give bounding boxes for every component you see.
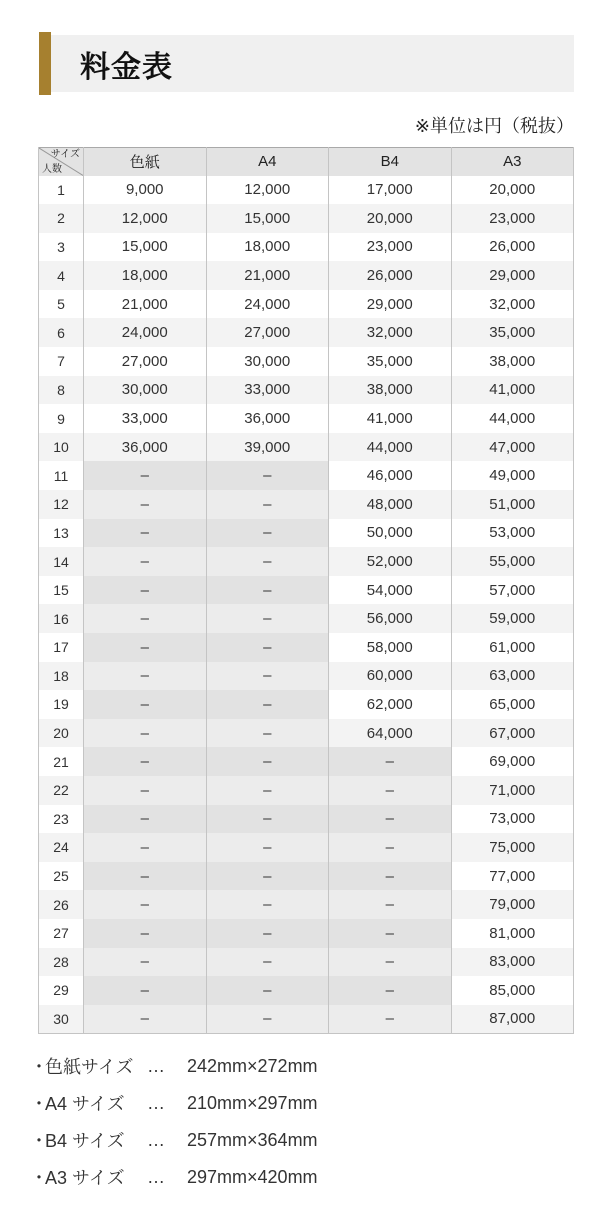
price-cell: 27,000 (84, 347, 207, 376)
price-cell: 64,000 (329, 719, 452, 748)
row-number-cell: 5 (39, 290, 84, 319)
price-cell: 15,000 (84, 233, 207, 262)
price-cell: 29,000 (329, 290, 452, 319)
price-cell: 18,000 (84, 261, 207, 290)
price-cell: 21,000 (84, 290, 207, 319)
table-row (39, 176, 574, 205)
price-cell: – (84, 547, 207, 576)
price-cell: – (206, 519, 329, 548)
price-cell: – (206, 576, 329, 605)
price-cell: 55,000 (451, 547, 574, 576)
row-number-cell: 9 (39, 404, 84, 433)
size-note-item (30, 1122, 613, 1159)
price-cell: 29,000 (451, 261, 574, 290)
price-cell: – (329, 948, 452, 977)
price-cell: 51,000 (451, 490, 574, 519)
price-cell: 9,000 (84, 176, 207, 205)
price-cell: 35,000 (329, 347, 452, 376)
row-number-cell: 23 (39, 805, 84, 834)
price-cell: 65,000 (451, 690, 574, 719)
corner-people-label: 人数 (42, 163, 62, 175)
price-cell: – (206, 805, 329, 834)
price-cell: 73,000 (451, 805, 574, 834)
price-cell: – (206, 890, 329, 919)
row-number-cell: 16 (39, 604, 84, 633)
row-number-cell: 6 (39, 318, 84, 347)
row-number-cell: 17 (39, 633, 84, 662)
table-row (39, 347, 574, 376)
note-bullet: ・ (30, 1168, 48, 1189)
table-row (39, 404, 574, 433)
row-number-cell: 19 (39, 690, 84, 719)
note-label: 色紙サイズ (45, 1057, 134, 1078)
price-cell: 44,000 (451, 404, 574, 433)
column-header-b4: B4 (329, 148, 452, 176)
table-header-row (39, 148, 574, 176)
note-label: A3 サイズ (45, 1168, 125, 1189)
table-row (39, 204, 574, 233)
price-cell: 58,000 (329, 633, 452, 662)
row-number-cell: 1 (39, 176, 84, 205)
table-row (39, 433, 574, 462)
price-cell: 67,000 (451, 719, 574, 748)
price-cell: 57,000 (451, 576, 574, 605)
price-cell: – (329, 747, 452, 776)
table-row (39, 490, 574, 519)
row-number-cell: 28 (39, 948, 84, 977)
price-cell: 33,000 (84, 404, 207, 433)
table-row (39, 862, 574, 891)
price-cell: – (329, 976, 452, 1005)
table-row (39, 318, 574, 347)
price-cell: 87,000 (451, 1005, 574, 1034)
row-number-cell: 13 (39, 519, 84, 548)
price-cell: – (84, 948, 207, 977)
price-cell: – (206, 461, 329, 490)
price-cell: 17,000 (329, 176, 452, 205)
price-cell: – (329, 890, 452, 919)
price-cell: 12,000 (206, 176, 329, 205)
price-table (38, 147, 574, 1034)
price-cell: 56,000 (329, 604, 452, 633)
size-note-item (30, 1048, 613, 1085)
price-cell: – (329, 776, 452, 805)
price-cell: 32,000 (329, 318, 452, 347)
table-row (39, 604, 574, 633)
price-cell: 46,000 (329, 461, 452, 490)
price-cell: – (84, 662, 207, 691)
price-cell: – (206, 547, 329, 576)
row-number-cell: 12 (39, 490, 84, 519)
price-cell: 49,000 (451, 461, 574, 490)
price-cell: – (206, 776, 329, 805)
price-cell: 12,000 (84, 204, 207, 233)
size-notes (30, 1048, 613, 1196)
price-cell: – (206, 833, 329, 862)
table-row (39, 461, 574, 490)
price-cell: 54,000 (329, 576, 452, 605)
price-cell: 21,000 (206, 261, 329, 290)
price-cell: – (206, 976, 329, 1005)
pricing-page (0, 32, 613, 1196)
price-cell: – (329, 833, 452, 862)
table-row (39, 576, 574, 605)
price-cell: – (84, 805, 207, 834)
price-cell: – (206, 919, 329, 948)
row-number-cell: 7 (39, 347, 84, 376)
row-number-cell: 10 (39, 433, 84, 462)
price-table-body (39, 176, 574, 1034)
price-cell: 38,000 (451, 347, 574, 376)
table-row (39, 976, 574, 1005)
price-cell: – (206, 633, 329, 662)
row-number-cell: 24 (39, 833, 84, 862)
price-cell: 30,000 (206, 347, 329, 376)
note-bullet: ・ (30, 1094, 48, 1115)
price-cell: – (329, 919, 452, 948)
price-cell: – (206, 662, 329, 691)
price-cell: 79,000 (451, 890, 574, 919)
price-cell: – (84, 633, 207, 662)
price-cell: 77,000 (451, 862, 574, 891)
corner-size-label: サイズ (50, 149, 80, 160)
price-cell: 33,000 (206, 376, 329, 405)
table-row (39, 662, 574, 691)
row-number-cell: 29 (39, 976, 84, 1005)
price-cell: 20,000 (451, 176, 574, 205)
price-cell: 30,000 (84, 376, 207, 405)
price-cell: – (84, 833, 207, 862)
note-dimensions: 297mm×420mm (187, 1166, 318, 1187)
price-cell: 35,000 (451, 318, 574, 347)
price-cell: 59,000 (451, 604, 574, 633)
price-cell: 23,000 (451, 204, 574, 233)
table-row (39, 233, 574, 262)
price-cell: – (329, 862, 452, 891)
table-row (39, 776, 574, 805)
note-dimensions: 257mm×364mm (187, 1129, 318, 1150)
price-cell: – (206, 719, 329, 748)
price-cell: 36,000 (84, 433, 207, 462)
price-cell: 63,000 (451, 662, 574, 691)
title-accent-bar (39, 32, 51, 95)
row-number-cell: 20 (39, 719, 84, 748)
price-cell: 83,000 (451, 948, 574, 977)
price-cell: – (206, 490, 329, 519)
row-number-cell: 27 (39, 919, 84, 948)
table-row (39, 805, 574, 834)
price-cell: – (84, 519, 207, 548)
table-row (39, 747, 574, 776)
row-number-cell: 15 (39, 576, 84, 605)
row-number-cell: 25 (39, 862, 84, 891)
table-row (39, 1005, 574, 1034)
price-cell: – (84, 719, 207, 748)
price-cell: – (206, 1005, 329, 1034)
table-row (39, 890, 574, 919)
price-cell: 61,000 (451, 633, 574, 662)
price-cell: 26,000 (451, 233, 574, 262)
table-row (39, 376, 574, 405)
size-note-item (30, 1159, 613, 1196)
table-row (39, 547, 574, 576)
price-cell: – (206, 690, 329, 719)
price-cell: – (84, 890, 207, 919)
price-cell: – (84, 919, 207, 948)
table-row (39, 633, 574, 662)
note-label: A4 サイズ (45, 1094, 125, 1115)
note-dimensions: 242mm×272mm (187, 1055, 318, 1076)
table-row (39, 919, 574, 948)
price-cell: 18,000 (206, 233, 329, 262)
row-number-cell: 3 (39, 233, 84, 262)
price-cell: 41,000 (451, 376, 574, 405)
price-cell: 62,000 (329, 690, 452, 719)
row-number-cell: 26 (39, 890, 84, 919)
price-cell: 32,000 (451, 290, 574, 319)
price-cell: 71,000 (451, 776, 574, 805)
price-cell: 69,000 (451, 747, 574, 776)
row-number-cell: 2 (39, 204, 84, 233)
price-cell: – (329, 805, 452, 834)
note-bullet: ・ (30, 1057, 48, 1078)
price-cell: 36,000 (206, 404, 329, 433)
price-cell: 47,000 (451, 433, 574, 462)
price-cell: – (206, 604, 329, 633)
corner-cell (39, 148, 84, 176)
row-number-cell: 4 (39, 261, 84, 290)
price-cell: 23,000 (329, 233, 452, 262)
row-number-cell: 11 (39, 461, 84, 490)
table-row (39, 948, 574, 977)
price-cell: – (84, 747, 207, 776)
price-cell: 75,000 (451, 833, 574, 862)
price-cell: – (206, 948, 329, 977)
price-cell: 24,000 (206, 290, 329, 319)
price-cell: 38,000 (329, 376, 452, 405)
price-cell: 27,000 (206, 318, 329, 347)
price-cell: – (84, 690, 207, 719)
price-cell: – (84, 862, 207, 891)
price-cell: – (206, 862, 329, 891)
unit-note: ※単位は円（税抜） (414, 116, 574, 136)
price-cell: 15,000 (206, 204, 329, 233)
table-row (39, 690, 574, 719)
price-cell: 85,000 (451, 976, 574, 1005)
price-cell: – (84, 490, 207, 519)
table-row (39, 719, 574, 748)
price-cell: 81,000 (451, 919, 574, 948)
price-cell: – (329, 1005, 452, 1034)
note-dots: … (147, 1166, 165, 1187)
column-header-a3: A3 (451, 148, 574, 176)
price-cell: – (84, 776, 207, 805)
price-cell: 53,000 (451, 519, 574, 548)
price-cell: – (84, 1005, 207, 1034)
title-block (39, 32, 575, 95)
price-cell: 24,000 (84, 318, 207, 347)
row-number-cell: 8 (39, 376, 84, 405)
note-dimensions: 210mm×297mm (187, 1092, 318, 1113)
price-cell: 48,000 (329, 490, 452, 519)
note-bullet: ・ (30, 1131, 48, 1152)
table-row (39, 261, 574, 290)
size-note-item (30, 1085, 613, 1122)
column-header-a4: A4 (206, 148, 329, 176)
table-row (39, 833, 574, 862)
table-row (39, 519, 574, 548)
note-label: B4 サイズ (45, 1131, 125, 1152)
price-cell: 20,000 (329, 204, 452, 233)
row-number-cell: 22 (39, 776, 84, 805)
price-cell: 41,000 (329, 404, 452, 433)
price-cell: – (84, 461, 207, 490)
row-number-cell: 18 (39, 662, 84, 691)
row-number-cell: 30 (39, 1005, 84, 1034)
price-cell: 39,000 (206, 433, 329, 462)
row-number-cell: 14 (39, 547, 84, 576)
page-title: 料金表 (80, 50, 173, 84)
price-cell: – (84, 576, 207, 605)
price-cell: 26,000 (329, 261, 452, 290)
row-number-cell: 21 (39, 747, 84, 776)
price-cell: – (84, 604, 207, 633)
price-cell: – (206, 747, 329, 776)
price-cell: 60,000 (329, 662, 452, 691)
table-row (39, 290, 574, 319)
price-cell: 50,000 (329, 519, 452, 548)
column-header-shikishi: 色紙 (84, 148, 207, 176)
note-dots: … (147, 1092, 165, 1113)
price-cell: 44,000 (329, 433, 452, 462)
note-dots: … (147, 1129, 165, 1150)
price-cell: – (84, 976, 207, 1005)
note-dots: … (147, 1055, 165, 1076)
price-cell: 52,000 (329, 547, 452, 576)
